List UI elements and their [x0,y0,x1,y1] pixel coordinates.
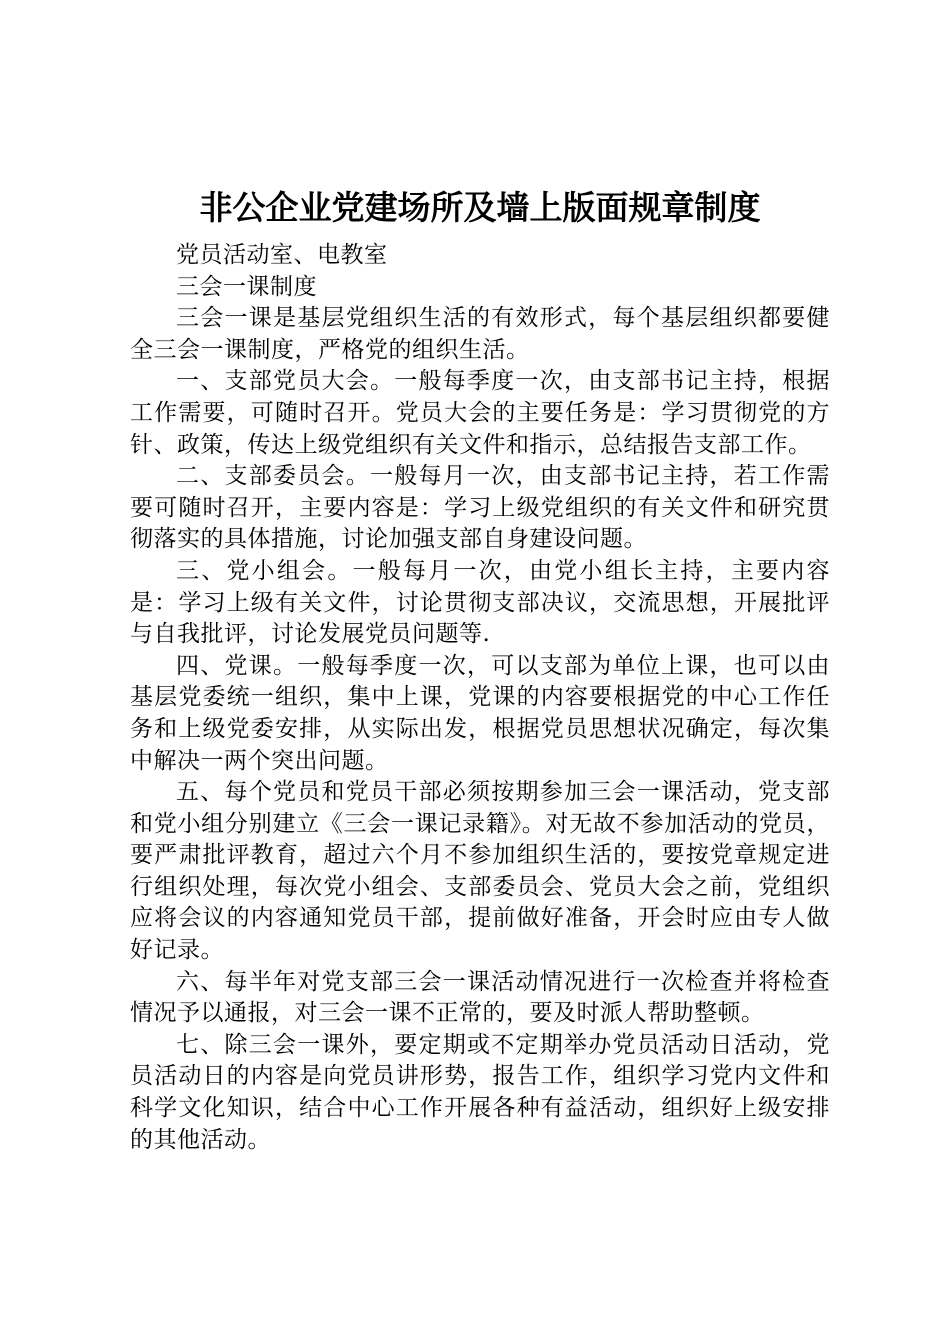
section-heading-venue: 党员活动室、电教室 [176,242,388,268]
document-body [130,180,830,1156]
document-title: 非公企业党建场所及墙上版面规章制度 [199,188,761,227]
paragraph-intro: 三会一课是基层党组织生活的有效形式，每个基层组织都要健全三会一课制度，严格党的组织生活。 [130,305,830,363]
paragraph-item-2: 二、支部委员会。一般每月一次，由支部书记主持，若工作需要可随时召开，主要内容是：学习上级党组织的有关文件和研究贯彻落实的具体措施，讨论加强支部自身建设问题。 [130,463,830,553]
paragraph-item-4: 四、党课。一般每季度一次，可以支部为单位上课，也可以由基层党委统一组织，集中上课，党课的内容要根据党的中心工作任务和上级党委安排，从实际出发，根据党员思想状况确定，每次集中解决一两个突出问题。 [130,652,830,774]
paragraph-item-1: 一、支部党员大会。一般每季度一次，由支部书记主持，根据工作需要，可随时召开。党员大会的主要任务是：学习贯彻党的方针、政策，传达上级党组织有关文件和指示，总结报告支部工作。 [130,368,830,458]
section-heading-rule: 三会一课制度 [176,273,317,300]
paragraph-item-7: 七、除三会一课外，要定期或不定期举办党员活动日活动，党员活动日的内容是向党员讲形势，报告工作，组织学习党内文件和科学文化知识，结合中心工作开展各种有益活动，组织好上级安排的其他活动。 [130,1031,830,1153]
paragraph-item-6: 六、每半年对党支部三会一课活动情况进行一次检查并将检查情况予以通报，对三会一课不正常的，要及时派人帮助整顿。 [130,968,830,1027]
paragraph-item-3: 三、党小组会。一般每月一次，由党小组长主持，主要内容是：学习上级有关文件，讨论贯彻支部决议，交流思想，开展批评与自我批评，讨论发展党员问题等. [130,557,830,648]
paragraph-item-5: 五、每个党员和党员干部必须按期参加三会一课活动，党支部和党小组分别建立《三会一课记录籍》。对无故不参加活动的党员，要严肃批评教育，超过六个月不参加组织生活的，要按党章规定进行组织处理，每次党小组会、支部委员会、党员大会之前，党组织应将会议的内容通知党员干部，提前做好准备，开会时应由专人做好记录。 [130,779,830,964]
